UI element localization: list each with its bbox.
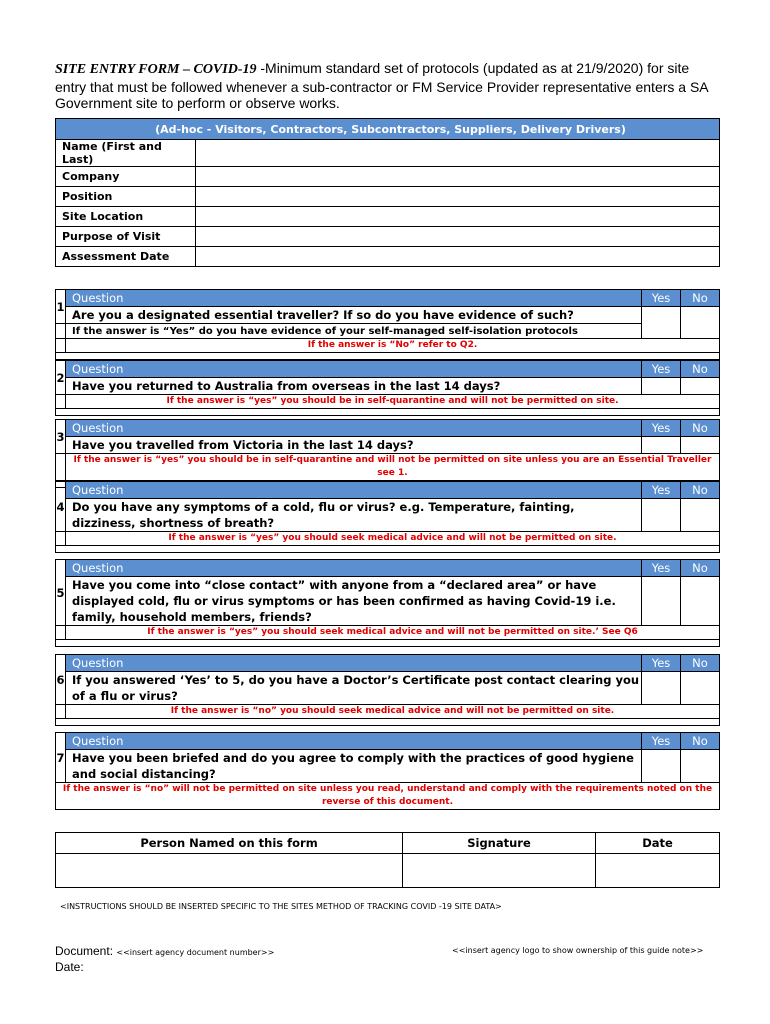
yes-checkbox[interactable]: [642, 378, 681, 395]
no-header: No: [681, 733, 720, 750]
question-number: 1: [56, 290, 66, 324]
document-label: Document:: [55, 944, 117, 958]
assessment-date-field[interactable]: [196, 247, 720, 267]
question-text: Have you been briefed and do you agree to comply with the practices of good hygiene and social distancing?: [66, 750, 642, 783]
field-label-assessment-date: Assessment Date: [56, 247, 196, 267]
no-checkbox[interactable]: [681, 672, 720, 705]
no-checkbox[interactable]: [681, 437, 720, 454]
yes-checkbox[interactable]: [642, 499, 681, 532]
question-text: Have you returned to Australia from overseas in the last 14 days?: [66, 378, 642, 395]
no-header: No: [681, 560, 720, 577]
spacer-cell: [56, 454, 66, 481]
question-text: Are you a designated essential traveller? If so do you have evidence of such?: [66, 307, 642, 324]
question-heading: Question: [66, 290, 642, 307]
yes-header: Yes: [642, 420, 681, 437]
question-text: Have you come into “close contact” with anyone from a “declared area” or have displayed cold, flu or virus symptoms or has been confirmed as having Covid-19 i.e. family, household members, friends?: [66, 577, 642, 626]
form-description: -Minimum standard set of protocols (updated as at 21/9/2020) for site entry that must be followed whenever a sub-contractor or FM Service Provider representative enters a SA Government site to perform or observe works.: [55, 60, 708, 111]
question-heading: Question: [66, 733, 642, 750]
position-field[interactable]: [196, 187, 720, 207]
answer-warning: If the answer is “yes” you should be in self-quarantine and will not be permitted on site unless you are an Essential Traveller see 1.: [66, 454, 720, 481]
no-header: No: [681, 361, 720, 378]
no-header: No: [681, 482, 720, 499]
field-label-company: Company: [56, 167, 196, 187]
spacer-cell: [56, 705, 66, 719]
question-block-5: [55, 559, 720, 647]
question-block-7: [55, 732, 720, 810]
field-label-name: Name (First and Last): [56, 140, 196, 167]
agency-logo-placeholder: <<insert agency logo to show ownership of this guide note>>: [452, 946, 704, 955]
site-location-field[interactable]: [196, 207, 720, 227]
answer-warning: If the answer is “No” refer to Q2.: [66, 339, 720, 353]
question-text: Have you travelled from Victoria in the last 14 days?: [66, 437, 642, 454]
spacer-row: [56, 546, 720, 553]
answer-warning: If the answer is “no” will not be permitted on site unless you read, understand and comply with the requirements noted on the reverse of this document.: [56, 783, 720, 810]
spacer-cell: [56, 395, 66, 409]
signature-table: [55, 832, 720, 888]
signature-header: Signature: [403, 833, 596, 854]
no-header: No: [681, 290, 720, 307]
yes-header: Yes: [642, 733, 681, 750]
question-number: 7: [56, 733, 66, 783]
spacer-cell: [56, 339, 66, 353]
name-field[interactable]: [196, 140, 720, 167]
no-checkbox[interactable]: [681, 307, 720, 339]
instructions-note: <INSTRUCTIONS SHOULD BE INSERTED SPECIFIC TO THE SITES METHOD OF TRACKING COVID -19 SITE DATA>: [60, 902, 502, 911]
question-block-6: [55, 654, 720, 726]
question-block-1: [55, 289, 720, 360]
spacer-row: [56, 640, 720, 647]
yes-header: Yes: [642, 482, 681, 499]
question-text: If you answered ‘Yes’ to 5, do you have a Doctor’s Certificate post contact clearing you of a flu or virus?: [66, 672, 642, 705]
spacer-row: [56, 719, 720, 726]
form-intro: [55, 60, 720, 112]
no-header: No: [681, 420, 720, 437]
document-number-placeholder: <<insert agency document number>>: [116, 948, 275, 957]
field-label-site-location: Site Location: [56, 207, 196, 227]
date-label: Date:: [55, 960, 84, 974]
spacer-row: [56, 409, 720, 416]
question-number: 6: [56, 655, 66, 705]
yes-checkbox[interactable]: [642, 577, 681, 626]
yes-checkbox[interactable]: [642, 672, 681, 705]
question-block-4: [55, 481, 720, 553]
question-heading: Question: [66, 560, 642, 577]
date-field[interactable]: [596, 854, 720, 888]
spacer-cell: [56, 532, 66, 546]
person-named-header: Person Named on this form: [56, 833, 403, 854]
question-subtext: If the answer is “Yes” do you have evidence of your self-managed self-isolation protocols: [66, 324, 642, 339]
purpose-field[interactable]: [196, 227, 720, 247]
question-text: Do you have any symptoms of a cold, flu or virus? e.g. Temperature, fainting, dizziness, shortness of breath?: [66, 499, 642, 532]
signature-field[interactable]: [403, 854, 596, 888]
visitor-info-table: [55, 118, 720, 267]
no-checkbox[interactable]: [681, 577, 720, 626]
person-named-field[interactable]: [56, 854, 403, 888]
question-number: 3: [56, 420, 66, 454]
company-field[interactable]: [196, 167, 720, 187]
yes-checkbox[interactable]: [642, 750, 681, 783]
no-checkbox[interactable]: [681, 378, 720, 395]
form-title: SITE ENTRY FORM – COVID-19: [55, 62, 257, 77]
question-heading: Question: [66, 655, 642, 672]
date-header: Date: [596, 833, 720, 854]
question-heading: Question: [66, 420, 642, 437]
no-header: No: [681, 655, 720, 672]
visitor-info-header: (Ad-hoc - Visitors, Contractors, Subcontractors, Suppliers, Delivery Drivers): [56, 119, 720, 140]
answer-warning: If the answer is “yes” you should be in self-quarantine and will not be permitted on site.: [66, 395, 720, 409]
question-number: 4: [56, 482, 66, 532]
yes-header: Yes: [642, 560, 681, 577]
yes-checkbox[interactable]: [642, 307, 681, 339]
spacer-row: [56, 353, 720, 360]
question-heading: Question: [66, 361, 642, 378]
question-heading: Question: [66, 482, 642, 499]
spacer-cell: [56, 626, 66, 640]
no-checkbox[interactable]: [681, 750, 720, 783]
yes-header: Yes: [642, 361, 681, 378]
yes-header: Yes: [642, 290, 681, 307]
spacer-cell: [56, 324, 66, 339]
question-number: 5: [56, 560, 66, 626]
answer-warning: If the answer is “yes” you should seek medical advice and will not be permitted on site.’ See Q6: [66, 626, 720, 640]
question-block-3: [55, 419, 720, 488]
yes-header: Yes: [642, 655, 681, 672]
field-label-position: Position: [56, 187, 196, 207]
answer-warning: If the answer is “no” you should seek medical advice and will not be permitted on site.: [66, 705, 720, 719]
yes-checkbox[interactable]: [642, 437, 681, 454]
document-line: [55, 944, 274, 958]
field-label-purpose: Purpose of Visit: [56, 227, 196, 247]
no-checkbox[interactable]: [681, 499, 720, 532]
question-block-2: [55, 360, 720, 416]
answer-warning: If the answer is “yes” you should seek medical advice and will not be permitted on site.: [66, 532, 720, 546]
question-number: 2: [56, 361, 66, 395]
